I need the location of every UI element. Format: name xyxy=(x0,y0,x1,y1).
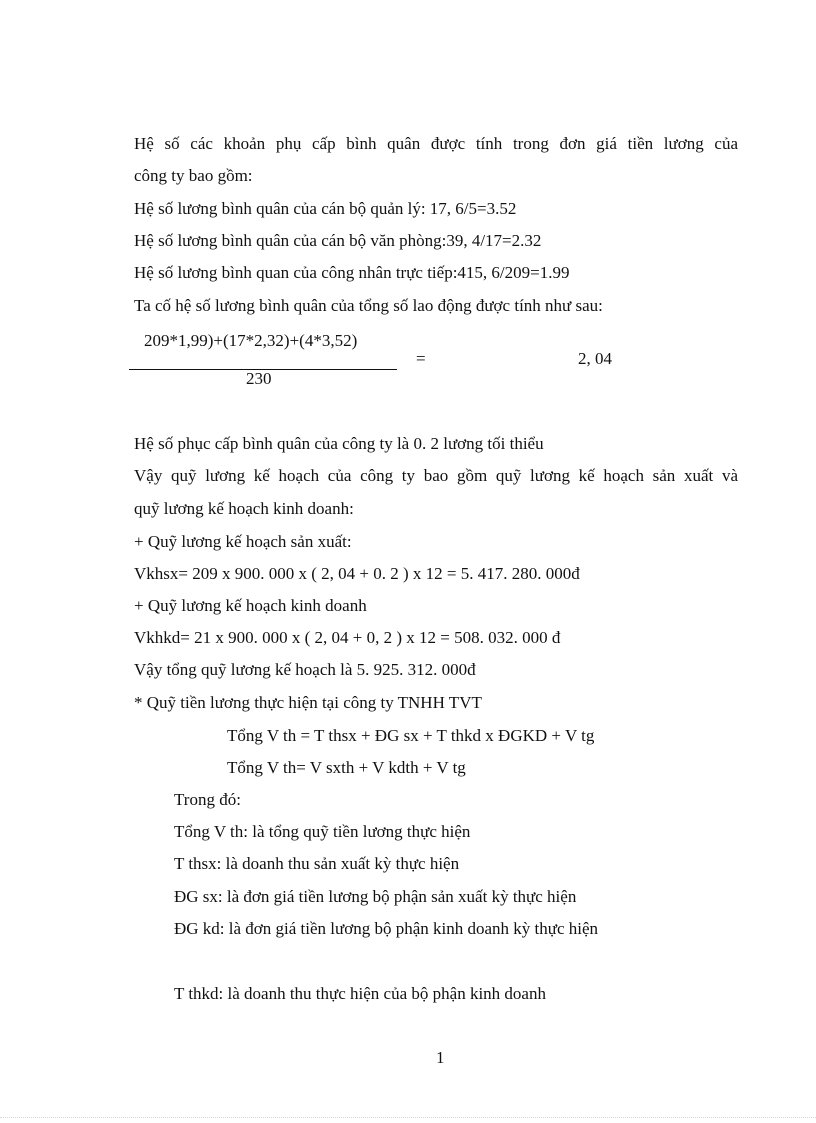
definition-thsx: T thsx: là doanh thu sản xuất kỳ thực hiện xyxy=(174,854,460,873)
formula-denominator: 230 xyxy=(246,369,272,388)
formula-result: 2, 04 xyxy=(578,349,612,368)
actual-fund-formula-1: Tổng V th = T thsx + ĐG sx + T thkd x ĐGKD + V tg xyxy=(227,726,595,745)
page-edge-divider xyxy=(0,1117,816,1118)
paragraph-line: Hệ số các khoản phụ cấp bình quân được tính trong đơn giá tiền lương của xyxy=(134,134,738,153)
formula-numerator: 209*1,99)+(17*2,32)+(4*3,52) xyxy=(144,331,358,350)
page-number: 1 xyxy=(436,1048,445,1067)
actual-fund-heading: * Quỹ tiền lương thực hiện tại công ty TNHH TVT xyxy=(134,693,482,712)
definition-thkd: T thkd: là doanh thu thực hiện của bộ phận kinh doanh xyxy=(174,984,546,1003)
production-fund-heading: + Quỹ lương kế hoạch sản xuất: xyxy=(134,532,352,551)
definition-dgkd: ĐG kd: là đơn giá tiền lương bộ phận kinh doanh kỳ thực hiện xyxy=(174,919,599,938)
salary-coefficient-workers: Hệ số lương bình quan của công nhân trực tiếp:415, 6/209=1.99 xyxy=(134,263,570,282)
salary-coefficient-office: Hệ số lương bình quân của cán bộ văn phòng:39, 4/17=2.32 xyxy=(134,231,542,250)
production-fund-formula: Vkhsx= 209 x 900. 000 x ( 2, 04 + 0. 2 ) x 12 = 5. 417. 280. 000đ xyxy=(134,564,580,583)
definition-total: Tổng V th: là tổng quỹ tiền lương thực hiện xyxy=(174,822,471,841)
definition-dgsx: ĐG sx: là đơn giá tiền lương bộ phận sản xuất kỳ thực hiện xyxy=(174,887,577,906)
formula-equals-sign: = xyxy=(416,349,426,368)
salary-coefficient-managers: Hệ số lương bình quân của cán bộ quản lý: 17, 6/5=3.52 xyxy=(134,199,517,218)
allowance-coefficient: Hệ số phục cấp bình quân của công ty là 0. 2 lương tối thiểu xyxy=(134,434,544,453)
paragraph-line: công ty bao gồm: xyxy=(134,166,253,185)
business-fund-heading: + Quỹ lương kế hoạch kinh doanh xyxy=(134,596,367,615)
paragraph-line: quỹ lương kế hoạch kinh doanh: xyxy=(134,499,354,518)
business-fund-formula: Vkhkd= 21 x 900. 000 x ( 2, 04 + 0, 2 ) x 12 = 508. 032. 000 đ xyxy=(134,628,561,647)
paragraph-line: Vậy quỹ lương kế hoạch của công ty bao gồm quỹ lương kế hoạch sản xuất và xyxy=(134,466,738,485)
actual-fund-formula-2: Tổng V th= V sxth + V kdth + V tg xyxy=(227,758,466,777)
total-plan-fund: Vậy tổng quỹ lương kế hoạch là 5. 925. 312. 000đ xyxy=(134,660,476,679)
where-label: Trong đó: xyxy=(174,790,241,809)
formula-intro: Ta cố hệ số lương bình quân của tổng số lao động được tính như sau: xyxy=(134,296,603,315)
